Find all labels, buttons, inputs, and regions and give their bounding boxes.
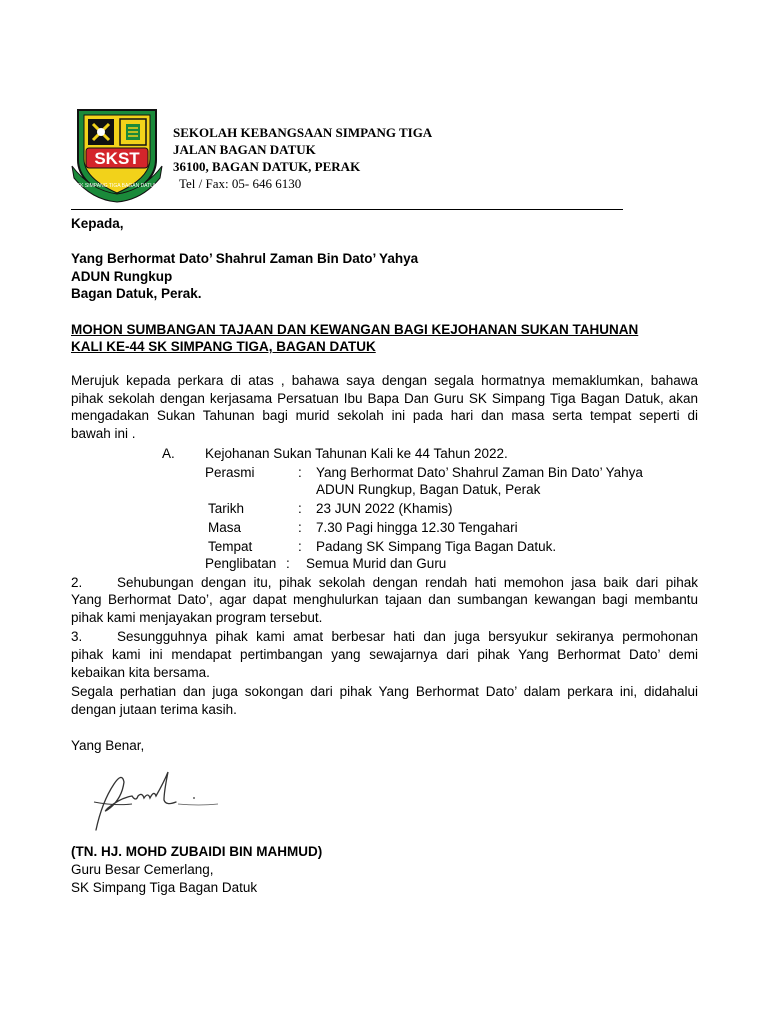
tempat-value: Padang SK Simpang Tiga Bagan Datuk. bbox=[316, 539, 557, 554]
masa-colon: : bbox=[298, 520, 302, 535]
para2-paragraph: Yang Berhormat Dato’, agar dapat menghulurkan tajaan dan sumbangan kewangan bagi membantu pihak kami menjayakan program tersebut. bbox=[71, 592, 698, 625]
school-crest-logo bbox=[70, 104, 164, 204]
masa-label: Masa bbox=[208, 520, 242, 535]
perasmi-value: Yang Berhormat Dato’ Shahrul Zaman Bin Dato’ Yahya bbox=[316, 465, 643, 480]
para3-number: 3. bbox=[71, 629, 83, 644]
perasmi-label: Perasmi bbox=[205, 465, 255, 480]
tempat-label: Tempat bbox=[208, 539, 253, 554]
letterhead bbox=[173, 124, 432, 192]
school-name: SEKOLAH KEBANGSAAN SIMPANG TIGA bbox=[173, 125, 433, 140]
closing-paragraph: Segala perhatian dan juga sokongan dari pihak Yang Berhormat Dato’ dalam perkara ini, didahalui dengan jutaan terima kasih. bbox=[71, 684, 698, 717]
regards: Yang Benar, bbox=[71, 738, 145, 753]
letterhead-divider bbox=[71, 209, 623, 210]
tempat-colon: : bbox=[298, 539, 302, 554]
svg-text:SKST: SKST bbox=[94, 149, 140, 168]
perasmi-value-2: ADUN Rungkup, Bagan Datuk, Perak bbox=[316, 482, 541, 497]
para2-line-1-block: Sehubungan dengan itu, pihak sekolah dengan rendah hati memohon jasa baik dari pihak bbox=[117, 575, 698, 590]
school-city: 36100, BAGAN DATUK, PERAK bbox=[173, 159, 361, 174]
item-a-label: A. bbox=[162, 446, 175, 461]
subject-line-1: MOHON SUMBANGAN TAJAAN DAN KEWANGAN BAGI KEJOHANAN SUKAN TAHUNAN bbox=[71, 322, 639, 337]
signatory-school: SK Simpang Tiga Bagan Datuk bbox=[71, 880, 258, 895]
recipient-name: Yang Berhormat Dato’ Shahrul Zaman Bin Dato’ Yahya bbox=[71, 251, 419, 266]
item-a-text: Kejohanan Sukan Tahunan Kali ke 44 Tahun 2022. bbox=[205, 446, 508, 461]
school-street: JALAN BAGAN DATUK bbox=[173, 142, 316, 157]
perasmi-colon: : bbox=[298, 465, 302, 480]
school-tel: Tel / Fax: 05- 646 6130 bbox=[179, 176, 302, 191]
intro-paragraph: Merujuk kepada perkara di atas , bahawa saya dengan segala hormatnya memaklumkan, bahawa pihak sekolah dengan kerjasama Persatuan Ibu Bapa Dan Guru SK Simpang Tiga Bagan Datuk, akan mengadakan Sukan Tahunan bagi murid sekolah ini pada hari dan masa serta tempat seperti di bawah ini . bbox=[71, 373, 698, 441]
para3-line-1-block: Sesungguhnya pihak kami amat berbesar hati dan juga bersyukur sekiranya permohonan bbox=[117, 629, 698, 644]
signatory-position: Guru Besar Cemerlang, bbox=[71, 862, 214, 877]
tarikh-value: 23 JUN 2022 (Khamis) bbox=[316, 501, 453, 516]
tarikh-colon: : bbox=[298, 501, 302, 516]
subject-line-2: KALI KE-44 SK SIMPANG TIGA, BAGAN DATUK bbox=[71, 339, 376, 354]
masa-value: 7.30 Pagi hingga 12.30 Tengahari bbox=[316, 520, 518, 535]
recipient-place: Bagan Datuk, Perak. bbox=[71, 286, 202, 301]
tarikh-label: Tarikh bbox=[208, 501, 245, 516]
recipient-title: ADUN Rungkup bbox=[71, 269, 173, 284]
handwritten-signature bbox=[84, 762, 224, 836]
penglibatan-value: Semua Murid dan Guru bbox=[306, 556, 447, 571]
para3-paragraph: pihak kami ini mendapat pertimbangan yang sewajarnya dari pihak Yang Berhormat Dato’ demi kebaikan kita bersama. bbox=[71, 647, 698, 680]
salutation: Kepada, bbox=[71, 216, 124, 231]
para2-number: 2. bbox=[71, 575, 83, 590]
svg-text:SK SIMPANG TIGA BAGAN DATUK: SK SIMPANG TIGA BAGAN DATUK bbox=[76, 183, 158, 189]
penglibatan-label: Penglibatan bbox=[205, 556, 277, 571]
penglibatan-colon: : bbox=[286, 556, 290, 571]
signatory-name: (TN. HJ. MOHD ZUBAIDI BIN MAHMUD) bbox=[71, 844, 323, 859]
